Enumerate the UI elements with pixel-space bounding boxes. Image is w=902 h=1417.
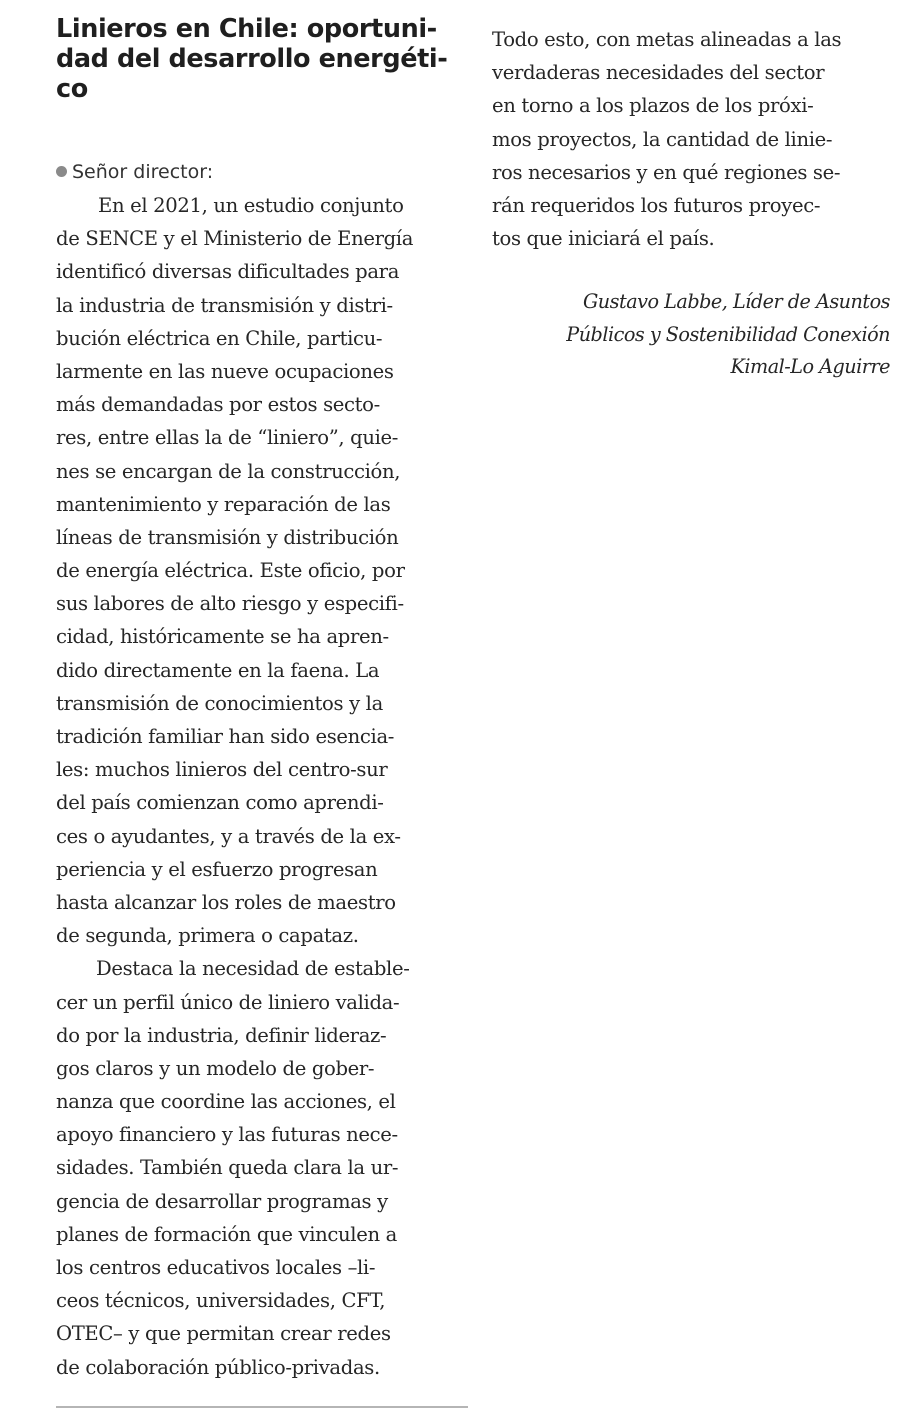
text-line: más demandadas por estos secto-	[56, 393, 380, 417]
text-line: Destaca la necesidad de estable-	[96, 957, 410, 981]
text-line: la industria de transmisión y distri-	[56, 293, 393, 317]
text-line: rán requeridos los futuros proyec-	[492, 193, 821, 217]
paragraph-3	[492, 23, 892, 255]
text-line: bución eléctrica en Chile, particu-	[56, 326, 383, 350]
text-line: dido directamente en la faena. La	[56, 658, 380, 682]
bullet-icon	[56, 166, 67, 177]
text-line: en torno a los plazos de los próxi-	[492, 94, 814, 118]
text-line: cer un perfil único de liniero valida-	[56, 990, 400, 1014]
text-line: periencia y el esfuerzo progresan	[56, 857, 378, 881]
text-line: mos proyectos, la cantidad de linie-	[492, 127, 833, 151]
salutation-text: Señor director:	[72, 161, 214, 183]
text-line: transmisión de conocimientos y la	[56, 691, 383, 715]
text-line: los centros educativos locales –li-	[56, 1256, 376, 1279]
text-line: verdaderas necesidades del sector	[492, 61, 825, 85]
article-headline	[56, 14, 456, 104]
paragraph-2	[56, 952, 456, 1383]
text-line: les: muchos linieros del centro-sur	[56, 758, 388, 782]
salutation	[56, 156, 456, 189]
headline-line: dad del desarrollo energéti-	[56, 44, 448, 74]
text-line: Todo esto, con metas alineadas a las	[492, 28, 842, 51]
text-line: cidad, históricamente se ha apren-	[56, 625, 389, 649]
headline-line: co	[56, 74, 88, 104]
text-line: apoyo financiero y las futuras nece-	[56, 1123, 398, 1147]
text-line: ces o ayudantes, y a través de la ex-	[56, 824, 401, 848]
text-line: OTEC– y que permitan crear redes	[56, 1322, 391, 1346]
text-line: gencia de desarrollar programas y	[56, 1189, 388, 1213]
signature-line: Kimal-Lo Aguirre	[730, 355, 890, 378]
text-line: larmente en las nueve ocupaciones	[56, 359, 394, 383]
signature-line: Públicos y Sostenibilidad Conexión	[566, 322, 890, 346]
text-line: planes de formación que vinculen a	[56, 1222, 397, 1246]
headline-line: Linieros en Chile: oportuni-	[56, 14, 437, 44]
text-line: tradición familiar han sido esencia-	[56, 725, 395, 748]
text-line: hasta alcanzar los roles de maestro	[56, 890, 396, 914]
text-line: res, entre ellas la de “liniero”, quie-	[56, 426, 399, 450]
text-line: de colaboración público-privadas.	[56, 1355, 380, 1379]
text-line: sidades. También queda clara la ur-	[56, 1156, 399, 1180]
text-line: gos claros y un modelo de gober-	[56, 1056, 375, 1080]
text-line: líneas de transmisión y distribución	[56, 525, 399, 549]
text-line: de energía eléctrica. Este oficio, por	[56, 559, 405, 583]
text-line: ros necesarios y en qué regiones se-	[492, 160, 841, 184]
article-body-right-column	[492, 23, 892, 255]
text-line: do por la industria, definir lideraz-	[56, 1023, 387, 1047]
text-line: nes se encargan de la construcción,	[56, 459, 401, 483]
text-line: de segunda, primera o capataz.	[56, 924, 359, 948]
article-body-left-column	[56, 156, 456, 1384]
text-line: nanza que coordine las acciones, el	[56, 1090, 396, 1114]
paragraph-1	[56, 189, 456, 952]
author-signature	[480, 286, 890, 384]
text-line: del país comienzan como aprendi-	[56, 791, 384, 815]
bottom-divider	[56, 1406, 468, 1408]
text-line: ceos técnicos, universidades, CFT,	[56, 1289, 386, 1313]
text-line: mantenimiento y reparación de las	[56, 492, 391, 516]
text-line: sus labores de alto riesgo y especifi-	[56, 592, 404, 616]
text-line: En el 2021, un estudio conjunto	[98, 194, 404, 217]
signature-line: Gustavo Labbe, Líder de Asuntos	[582, 290, 890, 313]
text-line: tos que iniciará el país.	[492, 227, 715, 251]
text-line: identificó diversas dificultades para	[56, 260, 400, 284]
text-line: de SENCE y el Ministerio de Energía	[56, 227, 414, 251]
